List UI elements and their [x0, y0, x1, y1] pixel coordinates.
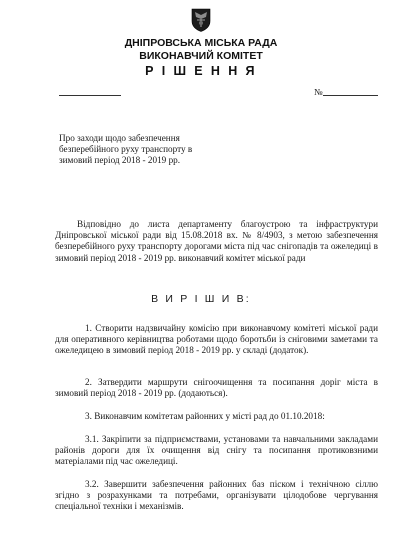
committee-name: ВИКОНАВЧИЙ КОМІТЕТ [139, 50, 263, 62]
subject: Про заходи щодо забезпечення безперебійного руху транспорту в зимовий період 2018 - 2019 рр. [59, 133, 193, 166]
number-line [323, 95, 378, 96]
item-3-2: 3.2. Завершити забезпечення районних баз піском і технічною сіллю згідно з розрахунками та потребами, організувати цілодобове чергування спеціальної техніки і механізмів. [55, 479, 378, 512]
item-3: 3. Виконавчим комітетам районних у місті рад до 01.10.2018: [85, 411, 325, 421]
date-line [59, 95, 121, 96]
number-sign: № [314, 87, 323, 97]
preamble: Відповідно до листа департаменту благоустрою та інфраструктури Дніпровської міської ради від 15.08.2018 вх. № 8/4903, з метою забезпечення безперебійного руху транспорту дорогами міста під час снігопадів та ожеледиці в зимовий період 2018 - 2019 рр. виконавчий комітет міської ради [55, 219, 378, 263]
decision-heading: В И Р І Ш И В: [151, 293, 251, 305]
council-name: ДНІПРОВСЬКА МІСЬКА РАДА [124, 37, 278, 49]
item-1: 1. Створити надзвичайну комісію при виконавчому комітеті міської ради для оперативного керівництва роботами щодо боротьби із сніговими заметами та ожеледицею в зимовий період 2018 - 2019 рр. у складі (додаток). [55, 323, 378, 356]
item-3-1: 3.1. Закріпити за підприємствами, установами та навчальними закладами районів дороги для їх очищення від снігу та посипання протиковзними матеріалами під час ожеледиці. [55, 434, 378, 467]
item-2: 2. Затвердити маршрути снігоочищення та посипання доріг міста в зимовий період 2018 - 2019 рр. (додаються). [55, 377, 378, 399]
coat-of-arms-icon [191, 8, 211, 32]
document-type: Р І Ш Е Н Н Я [145, 64, 257, 78]
